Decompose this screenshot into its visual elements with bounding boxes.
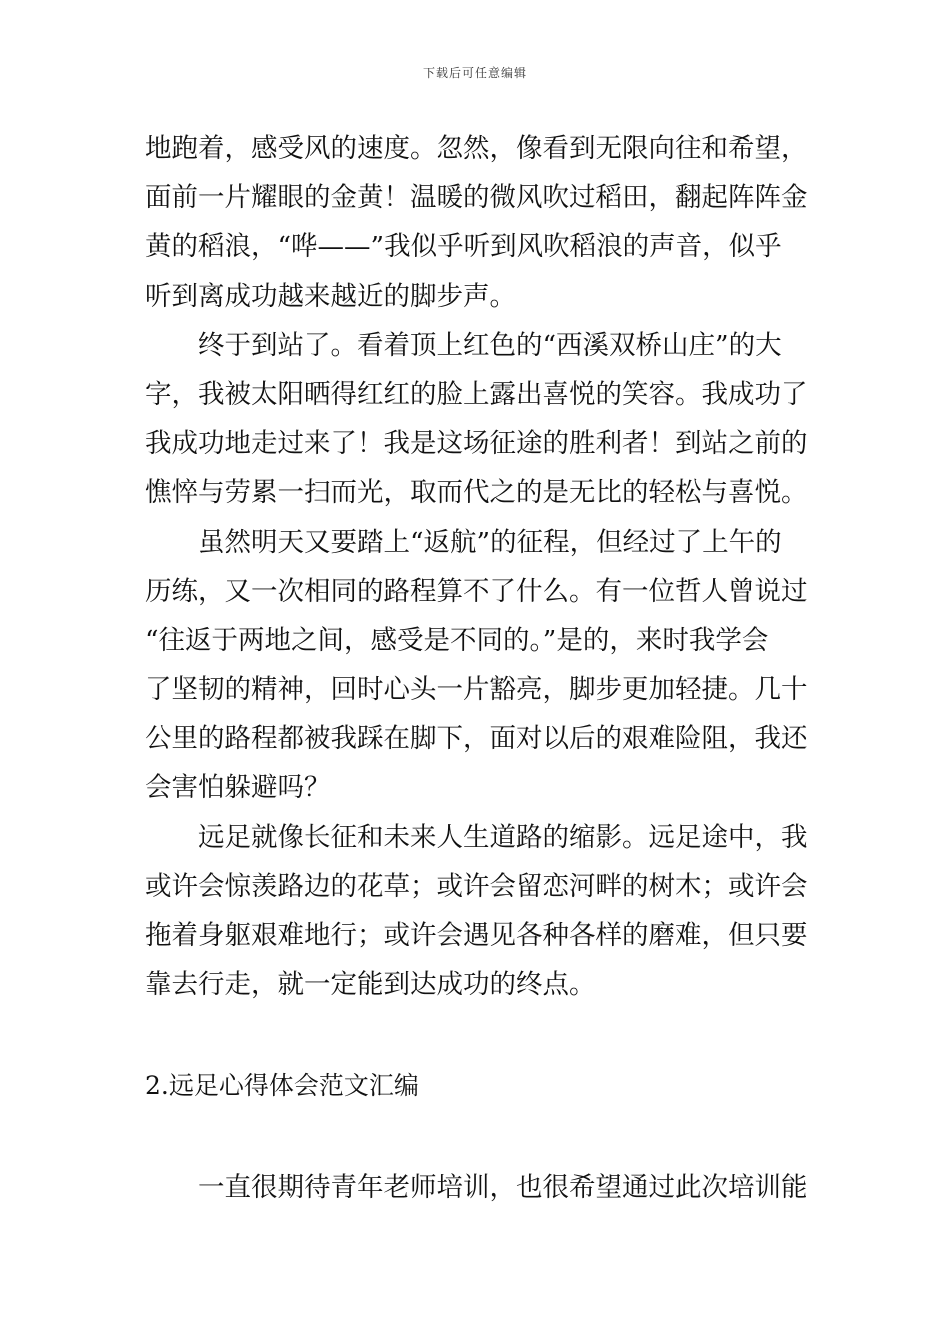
section-spacer [145,1009,807,1061]
text-line: 黄的稻浪，“哗——”我似乎听到风吹稻浪的声音，似乎 [145,231,782,263]
text-line: 会害怕躲避吗？ [145,772,331,804]
page-header-note: 下载后可任意编辑 [422,66,527,80]
text-line: 地跑着，感受风的速度。忽然，像看到无限向往和希望， [145,133,807,164]
text-line: 公里的路程都被我踩在脚下，面对以后的艰难险阻，我还 [145,723,807,755]
paragraph-1 [145,124,807,321]
text-line: 虽然明天又要踏上“返航”的征程，但经过了上午的 [198,526,782,558]
text-line: 终于到站了。看着顶上红色的“西溪双桥山庄”的大 [198,329,782,361]
document-body [145,124,807,1212]
text-line: 字，我被太阳晒得红红的脸上露出喜悦的笑容。我成功了 [145,378,807,410]
paragraph-4 [145,813,807,1010]
text-line: 一直很期待青年老师培训，也很希望通过此次培训能 [198,1171,807,1203]
text-line: 我成功地走过来了！我是这场征途的胜利者！到站之前的 [145,428,807,460]
paragraph-3 [145,518,807,813]
text-line: 了坚韧的精神，回时心头一片豁亮，脚步更加轻捷。几十 [145,674,807,706]
text-line: 历练，又一次相同的路程算不了什么。有一位哲人曾说过 [145,575,807,607]
text-line: 远足就像长征和未来人生道路的缩影。远足途中，我 [198,821,807,853]
text-line: 憔悴与劳累一扫而光，取而代之的是无比的轻松与喜悦。 [145,477,807,509]
text-line: 拖着身躯艰难地行；或许会遇见各种各样的磨难，但只要 [145,920,807,951]
text-line: 靠去行走，就一定能到达成功的终点。 [145,969,596,1001]
text-line: “往返于两地之间，感受是不同的。”是的，来时我学会 [145,624,769,656]
section-spacer [145,1111,807,1163]
text-line: 面前一片耀眼的金黄！温暖的微风吹过稻田，翻起阵阵金 [145,182,807,214]
text-line: 听到离成功越来越近的脚步声。 [145,280,516,312]
paragraph-2 [145,321,807,518]
text-line: 或许会惊羡路边的花草；或许会留恋河畔的树木；或许会 [145,870,807,902]
section-heading: 2.远足心得体会范文汇编 [145,1071,419,1101]
